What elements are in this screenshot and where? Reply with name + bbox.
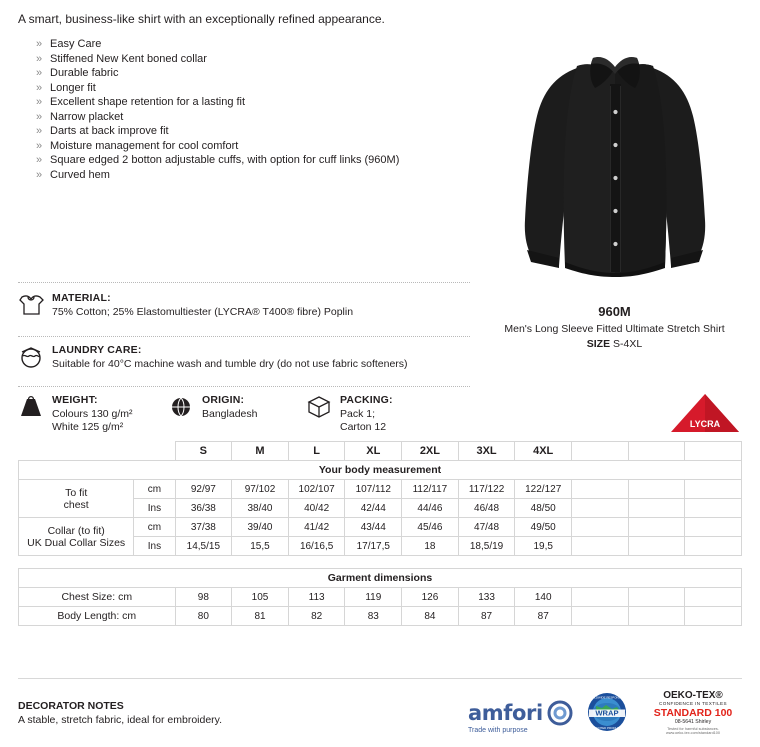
weight-text [52,394,133,434]
bullet-icon: » [36,96,43,108]
feature-text: Darts at back improve fit [50,125,169,137]
value-cell: 18 [402,537,459,556]
feature-text: Curved hem [50,168,110,181]
oeko-tex-line-1: OEKO-TEX® [663,690,723,701]
list-item [36,111,476,123]
value-cell: 84 [402,607,459,626]
value-cell: 41/42 [288,518,345,537]
value-cell: 37/38 [175,518,232,537]
table-row [19,518,742,537]
value-cell: 15,5 [232,537,289,556]
empty-cell [628,499,685,518]
empty-cell [572,518,629,537]
value-cell: 133 [458,588,515,607]
empty-cell [685,518,742,537]
weight-line-2: White 125 g/m² [52,421,124,433]
amfori-logo [468,700,573,734]
size-header: M [232,442,289,461]
amfori-logo-text: amfori [468,701,543,725]
empty-cell [572,588,629,607]
size-header: 2XL [402,442,459,461]
oeko-tex-line-6: www.oeko-tex.com/standard100 [665,731,721,735]
bullet-icon: » [36,168,43,181]
list-item [36,96,476,108]
empty-cell [572,499,629,518]
empty-cell [685,607,742,626]
size-header: XL [345,442,402,461]
value-cell: 98 [175,588,232,607]
value-cell: 92/97 [175,480,232,499]
bullet-icon: » [36,110,43,123]
value-cell: 122/127 [515,480,572,499]
lycra-logo-text: LYCRA [689,419,721,429]
value-cell: 81 [232,607,289,626]
decorator-notes-body: A stable, stretch fabric, ideal for embroidery. [18,714,223,726]
garment-dimensions-table [18,568,742,626]
value-cell: 47/48 [458,518,515,537]
footer-divider [18,678,742,679]
value-cell: 14,5/15 [175,537,232,556]
value-cell: 48/50 [515,499,572,518]
svg-text:WORLDWIDE RESPONSIBLE: WORLDWIDE RESPONSIBLE [587,695,627,700]
value-cell: 83 [345,607,402,626]
value-cell: 39/40 [232,518,289,537]
list-item [36,169,476,181]
bullet-icon: » [36,67,43,79]
row-label-line-2: UK Dual Collar Sizes [27,536,126,549]
value-cell: 42/44 [345,499,402,518]
value-cell: 36/38 [175,499,232,518]
value-cell: 45/46 [402,518,459,537]
row-label-body-length: Body Length: cm [19,607,176,626]
weight-icon [18,394,52,422]
packing-text [340,394,393,434]
value-cell: 112/117 [402,480,459,499]
value-cell: 80 [175,607,232,626]
list-item [36,82,476,94]
value-cell: 44/46 [402,499,459,518]
wrap-logo [584,692,630,735]
lycra-logo [669,392,741,434]
value-cell: 119 [345,588,402,607]
empty-cell [628,537,685,556]
product-size-label: SIZE [586,338,611,350]
value-cell: 107/112 [345,480,402,499]
empty-cell [572,607,629,626]
product-name: Men's Long Sleeve Fitted Ultimate Stretch Shirt [504,323,725,335]
size-header: L [288,442,345,461]
amfori-tagline: Trade with purpose [468,727,528,734]
product-size-value: S-4XL [613,338,643,350]
empty-cell [685,480,742,499]
empty-cell [628,607,685,626]
unit-cell: Ins [134,499,175,518]
divider [18,386,470,387]
value-cell: 16/16,5 [288,537,345,556]
feature-text: Durable fabric [50,67,119,79]
body-measurement-table [18,441,742,556]
origin-title: ORIGIN: [202,394,245,406]
table-row [19,588,742,607]
list-item [36,125,476,137]
table-row [19,461,742,480]
empty-cell [572,537,629,556]
row-label-chest [19,480,134,518]
body-table-title: Your body measurement [19,461,742,480]
weight-block [18,394,168,434]
feature-list [36,38,476,183]
value-cell: 18,5/19 [458,537,515,556]
table-row [19,569,742,588]
value-cell: 19,5 [515,537,572,556]
value-cell: 105 [232,588,289,607]
origin-body: Bangladesh [202,408,258,420]
empty-cell [572,442,629,461]
value-cell: 49/50 [515,518,572,537]
feature-text: Longer fit [50,81,96,94]
certification-logos [468,688,742,733]
packing-line-1: Pack 1; [340,408,376,420]
row-label-collar [19,518,134,556]
product-image [487,44,742,284]
value-cell: 38/40 [232,499,289,518]
empty-cell [628,480,685,499]
material-body: 75% Cotton; 25% Elastomultiester (LYCRA® T400® fibre) Poplin [52,306,354,318]
product-size [487,338,742,350]
list-item [36,53,476,65]
unit-cell: cm [134,518,175,537]
laundry-body: Suitable for 40°C machine wash and tumble dry (do not use fabric softeners) [52,358,408,370]
value-cell: 117/122 [458,480,515,499]
feature-text: Moisture management for cool comfort [50,139,239,152]
size-header: 4XL [515,442,572,461]
empty-cell [628,518,685,537]
table-row [19,442,742,461]
weight-title: WEIGHT: [52,394,98,406]
value-cell: 40/42 [288,499,345,518]
oeko-tex-logo [644,690,742,735]
product-panel [487,44,742,350]
svg-text:ACCREDITED PRODUCTION: ACCREDITED PRODUCTION [587,726,627,730]
laundry-block [18,344,470,372]
amfori-mark-icon [547,700,573,726]
packing-title: PACKING: [340,394,393,406]
oeko-tex-line-2: CONFIDENCE IN TEXTILES [659,701,727,706]
origin-block [168,394,308,422]
row-label-line-1: To fit [65,486,88,499]
empty-cell [685,537,742,556]
feature-text: Stiffened New Kent boned collar [50,52,207,65]
feature-text: Easy Care [50,38,102,50]
material-icon [18,292,52,320]
spacer-cell [19,442,134,461]
value-cell: 87 [515,607,572,626]
packing-line-2: Carton 12 [340,421,387,433]
size-header: S [175,442,232,461]
empty-cell [628,442,685,461]
empty-cell [685,442,742,461]
table-row [19,480,742,499]
feature-text: Square edged 2 botton adjustable cuffs, with option for cuff links (960M) [50,154,400,166]
laundry-title: LAUNDRY CARE: [52,344,142,356]
spacer-cell [134,442,175,461]
bullet-icon: » [36,125,43,137]
value-cell: 97/102 [232,480,289,499]
product-intro: A smart, business-like shirt with an exceptionally refined appearance. [18,12,385,26]
value-cell: 17/17,5 [345,537,402,556]
laundry-icon [18,344,52,372]
size-header: 3XL [458,442,515,461]
value-cell: 82 [288,607,345,626]
bullet-icon: » [36,154,43,166]
weight-line-1: Colours 130 g/m² [52,408,133,420]
oeko-tex-line-3: STANDARD 100 [653,707,733,719]
bullet-icon: » [36,139,43,152]
bullet-icon: » [36,81,43,94]
bullet-icon: » [36,38,43,50]
laundry-text [52,344,408,371]
value-cell: 140 [515,588,572,607]
feature-text: Narrow placket [50,110,124,123]
empty-cell [628,588,685,607]
origin-text [202,394,257,421]
empty-cell [685,588,742,607]
row-label-line-1: Collar (to fit) [47,524,105,537]
value-cell: 126 [402,588,459,607]
decorator-notes-title: DECORATOR NOTES [18,700,124,712]
list-item [36,67,476,79]
product-code: 960M [598,304,631,319]
feature-text: Excellent shape retention for a lasting fit [50,96,246,108]
wrap-logo-text: WRAP [595,708,619,718]
list-item [36,154,476,166]
value-cell: 102/107 [288,480,345,499]
row-label-line-2: chest [63,498,89,511]
divider [18,336,470,337]
value-cell: 87 [458,607,515,626]
empty-cell [685,499,742,518]
material-block [18,292,470,320]
material-title: MATERIAL: [52,292,111,304]
garment-table-title: Garment dimensions [19,569,742,588]
empty-cell [572,480,629,499]
material-text [52,292,353,319]
bullet-icon: » [36,52,43,65]
divider [18,282,470,283]
packing-block [306,394,466,434]
unit-cell: Ins [134,537,175,556]
globe-icon [168,394,202,422]
value-cell: 43/44 [345,518,402,537]
list-item [36,38,476,50]
value-cell: 113 [288,588,345,607]
oeko-tex-line-5: Tested for harmful substances. [667,727,719,731]
row-label-chest-size: Chest Size: cm [19,588,176,607]
unit-cell: cm [134,480,175,499]
table-row [19,607,742,626]
box-icon [306,394,340,422]
oeko-tex-line-4: 08-5641 Shirley [674,719,712,725]
value-cell: 46/48 [458,499,515,518]
list-item [36,140,476,152]
